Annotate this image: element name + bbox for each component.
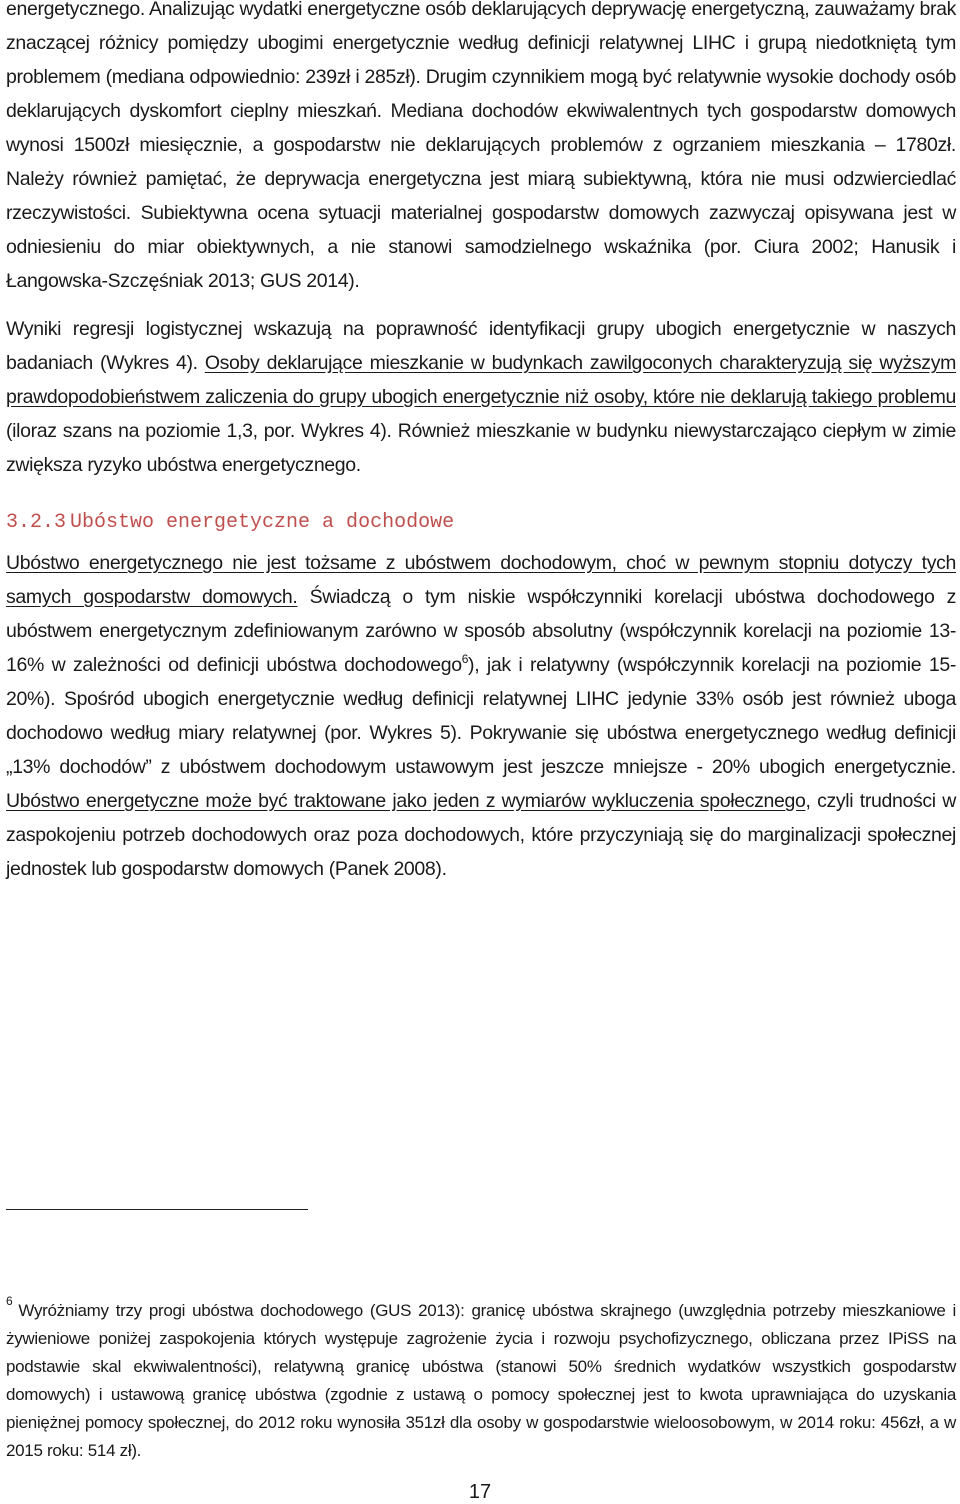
section-heading xyxy=(6,508,956,538)
paragraph-text: Wyniki regresji logistycznej wskazują na poprawność identyfikacji grupy ubogich energetycznie w naszych badaniach (Wykres 4). xyxy=(6,318,956,374)
document-page xyxy=(6,0,956,886)
footnote-mark: 6 xyxy=(6,1294,13,1309)
paragraph-text: Świadczą o tym niskie współczynniki korelacji ubóstwa dochodowego z ubóstwem energetycznym zdefiniowanym zarówno w sposób absolutny (współczynnik korelacji na poziomie 13-16% w zależności od definicji ubóstwa dochodowego xyxy=(6,586,956,676)
footnote-reference[interactable]: 6 xyxy=(461,651,469,666)
paragraph-text: , czyli trudności w zaspokojeniu potrzeb dochodowych oraz poza dochodowych, które przyczyniają się do marginalizacji społecznej jednostek lub gospodarstw domowych (Panek 2008). xyxy=(6,790,956,880)
paragraph-text: energetycznego. Analizując wydatki energetyczne osób deklarujących deprywację energetyczną, zauważamy brak znaczącej różnicy pomiędzy ubogimi energetycznie według definicji relatywnej LIHC i grupą niedotkniętą tym problemem (mediana odpowiednio: 239zł i 285zł). Drugim czynnikiem mogą być relatywnie wysokie dochody osób deklarujących dyskomfort cieplny mieszkań. Mediana dochodów ekwiwalentnych tych gospodarstw domowych wynosi 1500zł miesięcznie, a gospodarstw nie deklarujących problemów z ogrzaniem mieszkania – 1780zł. Należy również pamiętać, że deprywacja energetyczna jest miarą subiektywną, która nie musi odzwierciedlać rzeczywistości. Subiektywna ocena sytuacji materialnej gospodarstw domowych zazwyczaj opisywana jest w odniesieniu do miar obiektywnych, a nie stanowi samodzielnego wskaźnika (por. Ciura 2002; Hanusik i Łangowska-Szczęśniak 2013; GUS 2014). xyxy=(6,0,956,292)
footnote-separator xyxy=(6,1209,308,1210)
paragraph-energy-vs-income-poverty xyxy=(6,546,956,886)
underlined-text: Osoby deklarujące mieszkanie w budynkach zawilgoconych charakteryzują się wyższym prawdopodobieństwem zaliczenia do grupy ubogich energetycznie niż osoby, które nie deklarują takiego problemu xyxy=(6,352,956,408)
paragraph-logistic-regression xyxy=(6,312,956,482)
paragraph-text: ), jak i relatywny (współczynnik korelacji na poziomie 15-20%). Spośród ubogich energetycznie według definicji relatywnej LIHC jedynie 33% osób jest również uboga dochodowo według miary relatywnej (por. Wykres 5). Pokrywanie się ubóstwa energetycznego według definicji „13% dochodów” z ubóstwem dochodowym ustawowym jest jeszcze mniejsze - 20% ubogich energetycznie. xyxy=(6,654,956,778)
footnote-text: Wyróżniamy trzy progi ubóstwa dochodowego (GUS 2013): granicę ubóstwa skrajnego (uwzględnia potrzeby mieszkaniowe i żywieniowe poniżej zaspokojenia których występuje zagrożenie życia i rozwoju psychofizycznego, obliczana przez IPiSS na podstawie skal ekwiwalentności), relatywną granicę ubóstwa (stanowi 50% średnich wydatków wszystkich gospodarstw domowych) i ustawową granicę ubóstwa (zgodnie z ustawą o pomocy społecznej jest to kwota uprawniająca do uzyskania pieniężnej pomocy społecznej, do 2012 roku wynosiła 351zł dla osoby w gospodarstwie wieloosobowym, w 2014 roku: 456zł, a w 2015 roku: 514 zł). xyxy=(6,1301,956,1460)
paragraph-energy-expenditure xyxy=(6,0,956,298)
underlined-text: Ubóstwo energetycznego nie jest tożsame z ubóstwem dochodowym, choć w pewnym stopniu dotyczy tych samych gospodarstw domowych. xyxy=(6,552,956,608)
footnote xyxy=(6,1294,956,1465)
section-title: Ubóstwo energetyczne a dochodowe xyxy=(70,511,455,534)
page-number: 17 xyxy=(468,1481,492,1503)
section-number: 3.2.3 xyxy=(6,511,67,534)
paragraph-text: (iloraz szans na poziomie 1,3, por. Wykres 4). Również mieszkanie w budynku niewystarczająco ciepłym w zimie zwiększa ryzyko ubóstwa energetycznego. xyxy=(6,420,956,476)
underlined-text: Ubóstwo energetyczne może być traktowane jako jeden z wymiarów wykluczenia społecznego xyxy=(6,790,806,812)
